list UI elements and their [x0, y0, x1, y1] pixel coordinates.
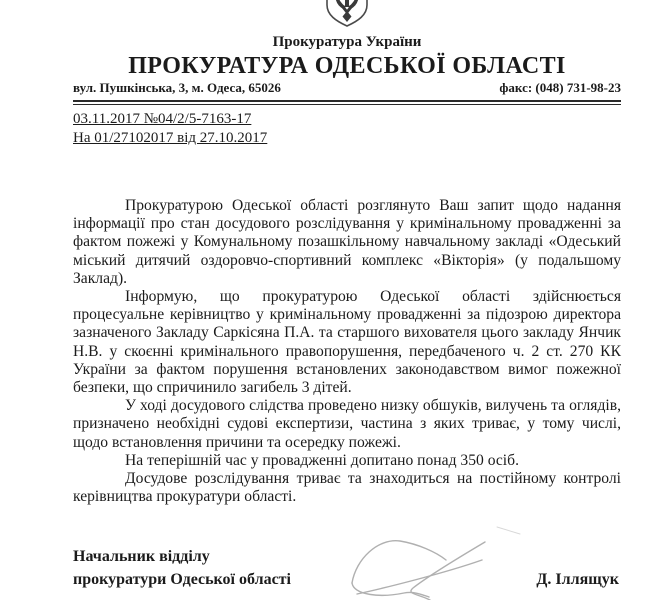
body-paragraph-5: Досудове розслідування триває та знаходиться на постійному контролі керівництва прокуратури області.	[73, 470, 621, 506]
reply-reference: На 01/27102017 від 27.10.2017	[73, 130, 268, 146]
body-paragraph-2: Інформую, що прокуратурою Одеської області здійснюється процесуальне керівництво у кримінальному провадженні за підозрою директора зазначеного Закладу Саркісяна П.А. та старшого вихователя цього закладу Янчик Н.В. у скоєнні кримінального правопорушення, передбаченого ч. 2 ст. 270 КК України за фактом порушення встановлених законодавством вимог пожежної безпеки, що спричинило загибель 3 дітей.	[73, 288, 621, 397]
body-paragraph-1: Прокуратурою Одеської області розглянуто Ваш запит щодо надання інформації про стан досудового розслідування у кримінальному провадженні за фактом пожежі у Комунальному позашкільному навчальному закладі «Одеський міський дитячий оздоровчо-спортивний комплекс «Вікторія» (у подальшому Заклад).	[73, 197, 621, 287]
signatory-name: Д. Іллящук	[536, 571, 619, 589]
letter-page	[73, 0, 621, 591]
org-address: вул. Пушкінська, 3, м. Одеса, 65026	[73, 80, 281, 95]
reference-block	[73, 110, 621, 148]
letterhead-contacts	[73, 81, 621, 95]
body-paragraph-4: На теперішній час у провадженні допитано понад 350 осіб.	[125, 451, 519, 469]
org-title: ПРОКУРАТУРА ОДЕСЬКОЇ ОБЛАСТІ	[128, 53, 566, 79]
ukraine-trident-emblem	[324, 0, 370, 27]
letterhead-emblem	[73, 0, 621, 27]
signature-block	[73, 545, 621, 591]
org-parent-name: Прокуратура України	[272, 34, 422, 50]
signatory-position-line2: прокуратури Одеської області	[73, 571, 291, 589]
signatory-position-line1: Начальник відділу	[73, 548, 210, 566]
letter-body	[73, 197, 621, 506]
org-fax: факс: (048) 731-98-23	[499, 80, 621, 95]
outgoing-reference: 03.11.2017 №04/2/5-7163-17	[73, 111, 252, 127]
letterhead-divider	[73, 100, 621, 105]
body-paragraph-3: У ході досудового слідства проведено низку обшуків, вилучень та оглядів, призначено необхідні судові експертизи, частина з яких триває, у тому числі, щодо встановлення причини та осередку пожежі.	[73, 397, 621, 451]
